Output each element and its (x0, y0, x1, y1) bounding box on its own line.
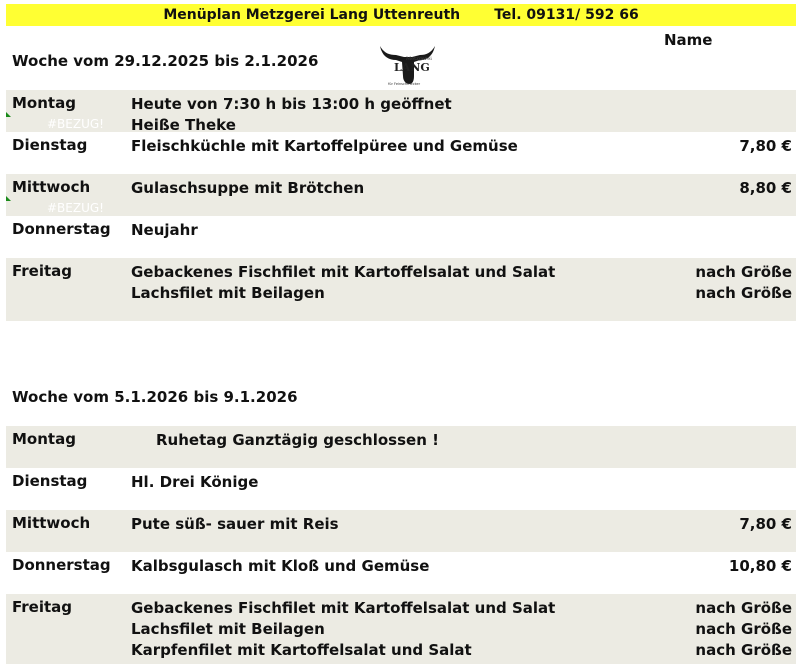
week-2-friday-row (6, 594, 796, 664)
menu-price: 7,80 € (739, 137, 792, 155)
menu-item: Neujahr (131, 221, 198, 239)
menu-item: Lachsfilet mit Beilagen (131, 284, 325, 302)
name-column-header: Name (664, 31, 713, 49)
day-label: Donnerstag (12, 220, 111, 238)
day-items (156, 430, 439, 451)
logo-text-main: LANG (394, 61, 430, 74)
day-label: Mittwoch (12, 178, 91, 196)
menu-item: Kalbsgulasch mit Kloß und Gemüse (131, 557, 430, 575)
day-label: Freitag (12, 262, 73, 280)
header-phone: Tel. 09131/ 592 66 (494, 7, 639, 23)
day-label: Dienstag (12, 136, 88, 154)
menu-price: 7,80 € (739, 515, 792, 533)
logo-text-sub: für Feinschmecker (388, 82, 421, 86)
menu-price: nach Größe (695, 641, 792, 659)
day-items (131, 472, 258, 493)
day-label: Dienstag (12, 472, 88, 490)
week-1-friday-row (6, 258, 796, 321)
logo-text-top: Metzgerei (406, 56, 432, 62)
menu-item: Gebackenes Fischfilet mit Kartoffelsalat und Salat (131, 263, 556, 281)
day-label: Freitag (12, 598, 73, 616)
day-prices (729, 556, 792, 577)
week-2-monday-row (6, 426, 796, 468)
menu-item: Pute süß- sauer mit Reis (131, 515, 339, 533)
week-2-thursday-row (6, 552, 796, 594)
watermark-text: #BEZUG! (47, 117, 104, 131)
header-title: Menüplan Metzgerei Lang Uttenreuth (163, 7, 461, 23)
day-items (131, 556, 429, 577)
day-prices (739, 178, 792, 199)
menu-item: Hl. Drei Könige (131, 473, 259, 491)
day-label: Montag (12, 430, 76, 448)
day-prices (695, 262, 792, 304)
menu-price: nach Größe (695, 284, 792, 302)
menu-item: Karpfenfilet mit Kartoffelsalat und Salat (131, 641, 472, 659)
day-prices (739, 514, 792, 535)
day-prices (739, 136, 792, 157)
menu-item: Lachsfilet mit Beilagen (131, 620, 325, 638)
day-items (131, 262, 555, 304)
cell-marker-icon (6, 196, 11, 201)
week-1-thursday-row (6, 216, 796, 258)
menu-item: Gulaschsuppe mit Brötchen (131, 179, 365, 197)
week-1-tuesday-row (6, 132, 796, 174)
day-items (131, 514, 339, 535)
day-items (131, 94, 452, 136)
menu-item: Fleischküchle mit Kartoffelpüree und Gemüse (131, 137, 518, 155)
menu-item: Gebackenes Fischfilet mit Kartoffelsalat und Salat (131, 599, 556, 617)
menu-item: Ruhetag Ganztägig geschlossen ! (156, 431, 439, 449)
menu-item: Heute von 7:30 h bis 13:00 h geöffnet (131, 95, 452, 113)
day-items (131, 220, 198, 241)
week-2-tuesday-row (6, 468, 796, 510)
menu-price: nach Größe (695, 620, 792, 638)
week-1-wednesday-row (6, 174, 796, 216)
day-label: Donnerstag (12, 556, 111, 574)
day-items (131, 136, 518, 157)
menu-price: 10,80 € (728, 557, 792, 575)
day-items (131, 178, 364, 199)
day-items (131, 598, 555, 661)
menu-price: nach Größe (695, 599, 792, 617)
day-prices (695, 598, 792, 661)
menu-header (6, 4, 796, 26)
cell-marker-icon (6, 112, 11, 117)
menu-price: 8,80 € (739, 179, 792, 197)
week-1-monday-row (6, 90, 796, 132)
week-2-wednesday-row (6, 510, 796, 552)
day-label: Mittwoch (12, 514, 91, 532)
week-1-title: Woche vom 29.12.2025 bis 2.1.2026 (12, 52, 319, 70)
menu-price: nach Größe (695, 263, 792, 281)
week-2-title: Woche vom 5.1.2026 bis 9.1.2026 (12, 388, 298, 406)
ox-head-logo-icon (376, 40, 438, 88)
watermark-text: #BEZUG! (47, 201, 104, 215)
menu-item: Heiße Theke (131, 116, 236, 134)
day-label: Montag (12, 94, 76, 112)
